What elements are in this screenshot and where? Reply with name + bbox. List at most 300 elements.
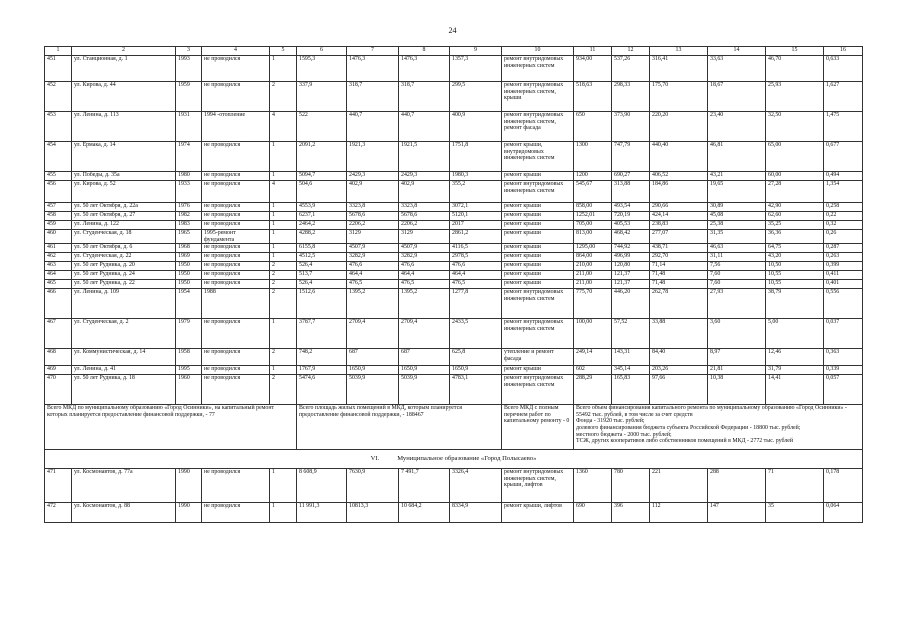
cell-c14: 18,67 [708,82,766,112]
cell-c15: 12,46 [766,349,824,366]
cell-address: ул. Кирова, д. 44 [72,82,176,112]
cell-address: ул. 50 лет Рудника, д. 20 [72,262,176,271]
cell-year: 1958 [176,349,202,366]
column-number: 7 [347,47,399,56]
cell-address: ул. Победы, д. 35а [72,172,176,181]
cell-address: ул. Ленина, д. 113 [72,112,176,142]
cell-c12: 313,88 [612,181,650,203]
table-row [45,319,863,349]
cell-c6: 1512,6 [297,289,347,319]
cell-c15: 35,25 [766,221,824,230]
cell-c14: 7,60 [708,271,766,280]
cell-c14: 10,38 [708,375,766,405]
cell-c9: 355,2 [450,181,502,203]
cell-c13: 262,78 [650,289,708,319]
cell-no: 463 [45,262,72,271]
cell-c8: 1650,9 [399,366,450,375]
table-row [45,503,863,523]
cell-c16: 0,037 [824,319,863,349]
cell-year: 1990 [176,469,202,503]
cell-year: 1979 [176,319,202,349]
cell-c13: 71,14 [650,262,708,271]
cell-no: 466 [45,289,72,319]
cell-c9: 4783,1 [450,375,502,405]
cell-c6: 6155,8 [297,244,347,253]
cell-c8: 687 [399,349,450,366]
cell-c7: 464,4 [347,271,399,280]
cell-works: ремонт внутридомовых инженерных систем [502,289,574,319]
cell-c14: 7,56 [708,262,766,271]
cell-works: ремонт внутридомовых инженерных систем, ремонт фасада [502,112,574,142]
cell-c14: 45,08 [708,212,766,221]
cell-c8: 5039,9 [399,375,450,405]
cell-c13: 316,41 [650,56,708,82]
cell-works: ремонт крыши [502,172,574,181]
cell-repair: не проводился [202,503,270,523]
cell-c6: 6237,1 [297,212,347,221]
cell-c13: 203,26 [650,366,708,375]
cell-c12: 143,31 [612,349,650,366]
column-number: 1 [45,47,72,56]
cell-c11: 934,00 [574,56,612,82]
cell-floors: 1 [270,172,297,181]
table-row [45,142,863,172]
cell-c11: 518,63 [574,82,612,112]
cell-repair: не проводился [202,319,270,349]
table-row [45,253,863,262]
cell-no: 452 [45,82,72,112]
table-row [45,262,863,271]
column-number: 11 [574,47,612,56]
column-number-row [45,47,863,56]
cell-c9: 299,5 [450,82,502,112]
cell-c6: 504,6 [297,181,347,203]
cell-c6: 748,2 [297,349,347,366]
cell-c12: 468,42 [612,230,650,244]
column-number: 10 [502,47,574,56]
cell-c13: 71,48 [650,271,708,280]
cell-address: ул. 50 лет Октября, д. 6 [72,244,176,253]
cell-c16: 0,401 [824,280,863,289]
cell-c8: 1476,3 [399,56,450,82]
cell-no: 455 [45,172,72,181]
cell-c7: 402,9 [347,181,399,203]
cell-c12: 744,92 [612,244,650,253]
cell-c8: 476,6 [399,262,450,271]
cell-repair: не проводился [202,212,270,221]
cell-c6: 526,4 [297,280,347,289]
cell-no: 469 [45,366,72,375]
table-row [45,375,863,405]
table-row [45,289,863,319]
cell-c11: 650 [574,112,612,142]
cell-c12: 298,33 [612,82,650,112]
cell-address: ул. Коммунистическая, д. 14 [72,349,176,366]
cell-c9: 2861,2 [450,230,502,244]
cell-c7: 1395,2 [347,289,399,319]
cell-c13: 33,88 [650,319,708,349]
cell-no: 454 [45,142,72,172]
cell-repair: не проводился [202,366,270,375]
cell-c15: 32,50 [766,112,824,142]
cell-no: 468 [45,349,72,366]
cell-floors: 1 [270,253,297,262]
cell-address: ул. Космонавтов, д. 77а [72,469,176,503]
cell-works: ремонт крыши, внутридомовых инженерных систем [502,142,574,172]
cell-works: ремонт внутридомовых инженерных систем [502,375,574,405]
cell-year: 1990 [176,503,202,523]
cell-c8: 1921,5 [399,142,450,172]
full-list-text: Всего МКД с полным перечнем работ по капитальному ремонту - 0 [502,405,574,450]
cell-year: 1931 [176,112,202,142]
cell-c12: 537,26 [612,56,650,82]
table-row [45,112,863,142]
cell-floors: 2 [270,289,297,319]
cell-c15: 38,79 [766,289,824,319]
cell-works: ремонт крыши [502,271,574,280]
table-row [45,82,863,112]
cell-repair: не проводился [202,244,270,253]
cell-repair: 1994 -отопление [202,112,270,142]
column-number: 6 [297,47,347,56]
cell-c16: 0,633 [824,56,863,82]
cell-c9: 1980,3 [450,172,502,181]
financing-line: долевого финансирования бюджета субъекта Российской Федерации - 18800 тыс. рублей; [576,424,801,431]
cell-c12: 373,90 [612,112,650,142]
cell-c14: 31,35 [708,230,766,244]
cell-year: 1933 [176,181,202,203]
cell-c9: 1650,9 [450,366,502,375]
section-name: Муниципальное образование «Город Полысаево» [397,454,537,462]
cell-c9: 476,5 [450,280,502,289]
cell-c16: 0,411 [824,271,863,280]
cell-c7: 687 [347,349,399,366]
cell-floors: 2 [270,280,297,289]
cell-c7: 318,7 [347,82,399,112]
cell-works: ремонт крыши [502,262,574,271]
column-number: 16 [824,47,863,56]
cell-c6: 2091,2 [297,142,347,172]
cell-works: ремонт крыши [502,253,574,262]
cell-works: ремонт внутридомовых инженерных систем [502,56,574,82]
cell-no: 462 [45,253,72,262]
section-title [45,450,863,469]
cell-c7: 440,7 [347,112,399,142]
cell-c11: 1360 [574,469,612,503]
table-row [45,221,863,230]
cell-c16: 0,263 [824,253,863,262]
column-number: 4 [202,47,270,56]
cell-floors: 1 [270,56,297,82]
cell-c12: 121,37 [612,280,650,289]
cell-c11: 211,00 [574,280,612,289]
cell-repair: не проводился [202,253,270,262]
table-row [45,280,863,289]
summary-row [45,405,863,450]
cell-works: ремонт внутридомовых инженерных систем [502,181,574,203]
cell-works: ремонт крыши, лифтов [502,503,574,523]
cell-c13: 424,14 [650,212,708,221]
column-number: 15 [766,47,824,56]
cell-repair: не проводился [202,349,270,366]
cell-c11: 545,67 [574,181,612,203]
cell-c14: 3,60 [708,319,766,349]
cell-c11: 211,00 [574,271,612,280]
table-row [45,230,863,244]
cell-address: ул. Студенческая, д. 18 [72,230,176,244]
table-row [45,366,863,375]
financing-line: ТСЖ, других кооперативов либо собственников помещений в МКД - 2772 тыс. рублей [576,438,794,445]
cell-c16: 0,494 [824,172,863,181]
cell-c13: 175,70 [650,82,708,112]
cell-c8: 3323,8 [399,203,450,212]
cell-c9: 476,6 [450,262,502,271]
cell-c6: 526,4 [297,262,347,271]
cell-c14: 31,11 [708,253,766,262]
cell-c6: 2464,2 [297,221,347,230]
cell-year: 1993 [176,56,202,82]
cell-c6: 5094,7 [297,172,347,181]
cell-c8: 402,9 [399,181,450,203]
cell-c6: 513,7 [297,271,347,280]
cell-c9: 1751,8 [450,142,502,172]
cell-c15: 36,36 [766,230,824,244]
cell-c8: 440,7 [399,112,450,142]
cell-year: 1954 [176,289,202,319]
cell-address: ул. Ленина, д. 122 [72,221,176,230]
cell-c11: 813,00 [574,230,612,244]
cell-c15: 65,00 [766,142,824,172]
cell-c15: 10,50 [766,262,824,271]
cell-c6: 1767,9 [297,366,347,375]
cell-c7: 5039,9 [347,375,399,405]
cell-c11: 210,00 [574,262,612,271]
cell-c6: 8 608,9 [297,469,347,503]
cell-year: 1950 [176,262,202,271]
cell-c12: 345,14 [612,366,650,375]
cell-year: 1995 [176,366,202,375]
cell-c11: 690 [574,503,612,523]
cell-c8: 10 684,2 [399,503,450,523]
table-row [45,181,863,203]
cell-address: ул. 50 лет Рудника, д. 22 [72,280,176,289]
cell-c12: 120,80 [612,262,650,271]
cell-repair: не проводился [202,56,270,82]
cell-c12: 396 [612,503,650,523]
cell-c14: 43,21 [708,172,766,181]
column-number: 14 [708,47,766,56]
cell-floors: 1 [270,203,297,212]
cell-c14: 46,63 [708,244,766,253]
cell-c16: 0,32 [824,221,863,230]
cell-c16: 0,064 [824,503,863,523]
cell-no: 470 [45,375,72,405]
cell-c11: 288,29 [574,375,612,405]
cell-no: 458 [45,212,72,221]
cell-c7: 10813,3 [347,503,399,523]
cell-c11: 602 [574,366,612,375]
column-number: 13 [650,47,708,56]
cell-c8: 5678,6 [399,212,450,221]
cell-floors: 2 [270,82,297,112]
cell-works: ремонт крыши [502,230,574,244]
cell-no: 467 [45,319,72,349]
cell-c11: 1300 [574,142,612,172]
cell-address: ул. 50 лет Октября, д. 27 [72,212,176,221]
area-total-text: Всего площадь жилых помещений в МКД, которым планируется предоставление финансовой поддержки, - 188467 [297,405,502,450]
cell-c14: 288 [708,469,766,503]
column-number: 3 [176,47,202,56]
cell-floors: 2 [270,349,297,366]
cell-year: 1960 [176,375,202,405]
cell-c6: 337,9 [297,82,347,112]
cell-c9: 625,8 [450,349,502,366]
cell-c13: 71,48 [650,280,708,289]
cell-c13: 184,86 [650,181,708,203]
cell-c7: 2206,2 [347,221,399,230]
section-header-row [45,450,863,469]
cell-year: 1976 [176,203,202,212]
cell-c16: 0,677 [824,142,863,172]
cell-works: ремонт крыши [502,280,574,289]
cell-address: ул. Ленина, д. 41 [72,366,176,375]
cell-c16: 0,556 [824,289,863,319]
cell-repair: не проводился [202,375,270,405]
cell-year: 1982 [176,212,202,221]
cell-floors: 2 [270,262,297,271]
cell-works: ремонт внутридомовых инженерных систем [502,319,574,349]
cell-c9: 1277,8 [450,289,502,319]
cell-c8: 7 491,7 [399,469,450,503]
cell-c7: 7630,9 [347,469,399,503]
cell-repair: 1988 [202,289,270,319]
cell-c15: 60,00 [766,172,824,181]
cell-c13: 292,70 [650,253,708,262]
column-number: 12 [612,47,650,56]
cell-repair: не проводился [202,221,270,230]
cell-c13: 97,66 [650,375,708,405]
cell-c14: 147 [708,503,766,523]
cell-floors: 1 [270,366,297,375]
cell-c14: 23,40 [708,112,766,142]
cell-c12: 720,19 [612,212,650,221]
cell-address: ул. Станционная, д. 1 [72,56,176,82]
cell-c16: 0,287 [824,244,863,253]
cell-c13: 438,71 [650,244,708,253]
cell-c12: 496,99 [612,253,650,262]
cell-c15: 27,28 [766,181,824,203]
cell-c15: 62,60 [766,212,824,221]
cell-c11: 100,00 [574,319,612,349]
cell-works: ремонт крыши [502,366,574,375]
table-row [45,244,863,253]
cell-no: 472 [45,503,72,523]
cell-works: ремонт крыши [502,212,574,221]
cell-c7: 3129 [347,230,399,244]
cell-c11: 1295,00 [574,244,612,253]
cell-c9: 2017 [450,221,502,230]
cell-year: 1959 [176,82,202,112]
cell-c11: 864,00 [574,253,612,262]
cell-c9: 3326,4 [450,469,502,503]
cell-c9: 464,4 [450,271,502,280]
cell-c12: 165,83 [612,375,650,405]
repair-program-table [44,46,863,523]
cell-c6: 1595,3 [297,56,347,82]
cell-c6: 4288,2 [297,230,347,244]
cell-c14: 25,38 [708,221,766,230]
cell-c11: 775,70 [574,289,612,319]
cell-c12: 57,52 [612,319,650,349]
cell-c16: 0,363 [824,349,863,366]
cell-address: ул. Студенческая, д. 22 [72,253,176,262]
cell-year: 1950 [176,271,202,280]
cell-c14: 7,60 [708,280,766,289]
cell-c13: 406,52 [650,172,708,181]
cell-floors: 1 [270,503,297,523]
cell-c16: 0,399 [824,262,863,271]
cell-c16: 0,258 [824,203,863,212]
column-number: 8 [399,47,450,56]
cell-c12: 446,20 [612,289,650,319]
cell-c8: 3129 [399,230,450,244]
cell-c7: 1921,3 [347,142,399,172]
cell-c15: 35 [766,503,824,523]
table-row [45,271,863,280]
cell-address: ул. Студенческая, д. 2 [72,319,176,349]
cell-c14: 19,65 [708,181,766,203]
cell-c6: 4512,5 [297,253,347,262]
cell-c7: 2709,4 [347,319,399,349]
cell-c13: 290,66 [650,203,708,212]
cell-repair: не проводился [202,181,270,203]
cell-repair: не проводился [202,82,270,112]
cell-c14: 30,89 [708,203,766,212]
cell-repair: не проводился [202,280,270,289]
cell-c7: 2429,3 [347,172,399,181]
cell-c15: 25,93 [766,82,824,112]
cell-c6: 522 [297,112,347,142]
cell-c15: 14,41 [766,375,824,405]
cell-c13: 84,40 [650,349,708,366]
cell-c9: 2433,5 [450,319,502,349]
cell-repair: не проводился [202,142,270,172]
cell-c7: 1650,9 [347,366,399,375]
cell-c12: 747,79 [612,142,650,172]
cell-c16: 0,26 [824,230,863,244]
cell-address: ул. 50 лет Рудника, д. 24 [72,271,176,280]
cell-no: 453 [45,112,72,142]
cell-works: ремонт крыши [502,221,574,230]
cell-c15: 5,00 [766,319,824,349]
cell-works: ремонт внутридомовых инженерных систем, крыши, лифтов [502,469,574,503]
cell-no: 451 [45,56,72,82]
cell-c9: 2978,5 [450,253,502,262]
cell-repair: не проводился [202,271,270,280]
cell-c7: 4507,9 [347,244,399,253]
cell-c9: 3072,1 [450,203,502,212]
cell-c15: 10,55 [766,271,824,280]
cell-c8: 464,4 [399,271,450,280]
cell-address: ул. Кирова, д. 52 [72,181,176,203]
cell-c16: 1,475 [824,112,863,142]
cell-c8: 4507,9 [399,244,450,253]
cell-c14: 8,97 [708,349,766,366]
cell-c11: 858,00 [574,203,612,212]
cell-c12: 493,54 [612,203,650,212]
cell-floors: 1 [270,221,297,230]
cell-c8: 2429,3 [399,172,450,181]
